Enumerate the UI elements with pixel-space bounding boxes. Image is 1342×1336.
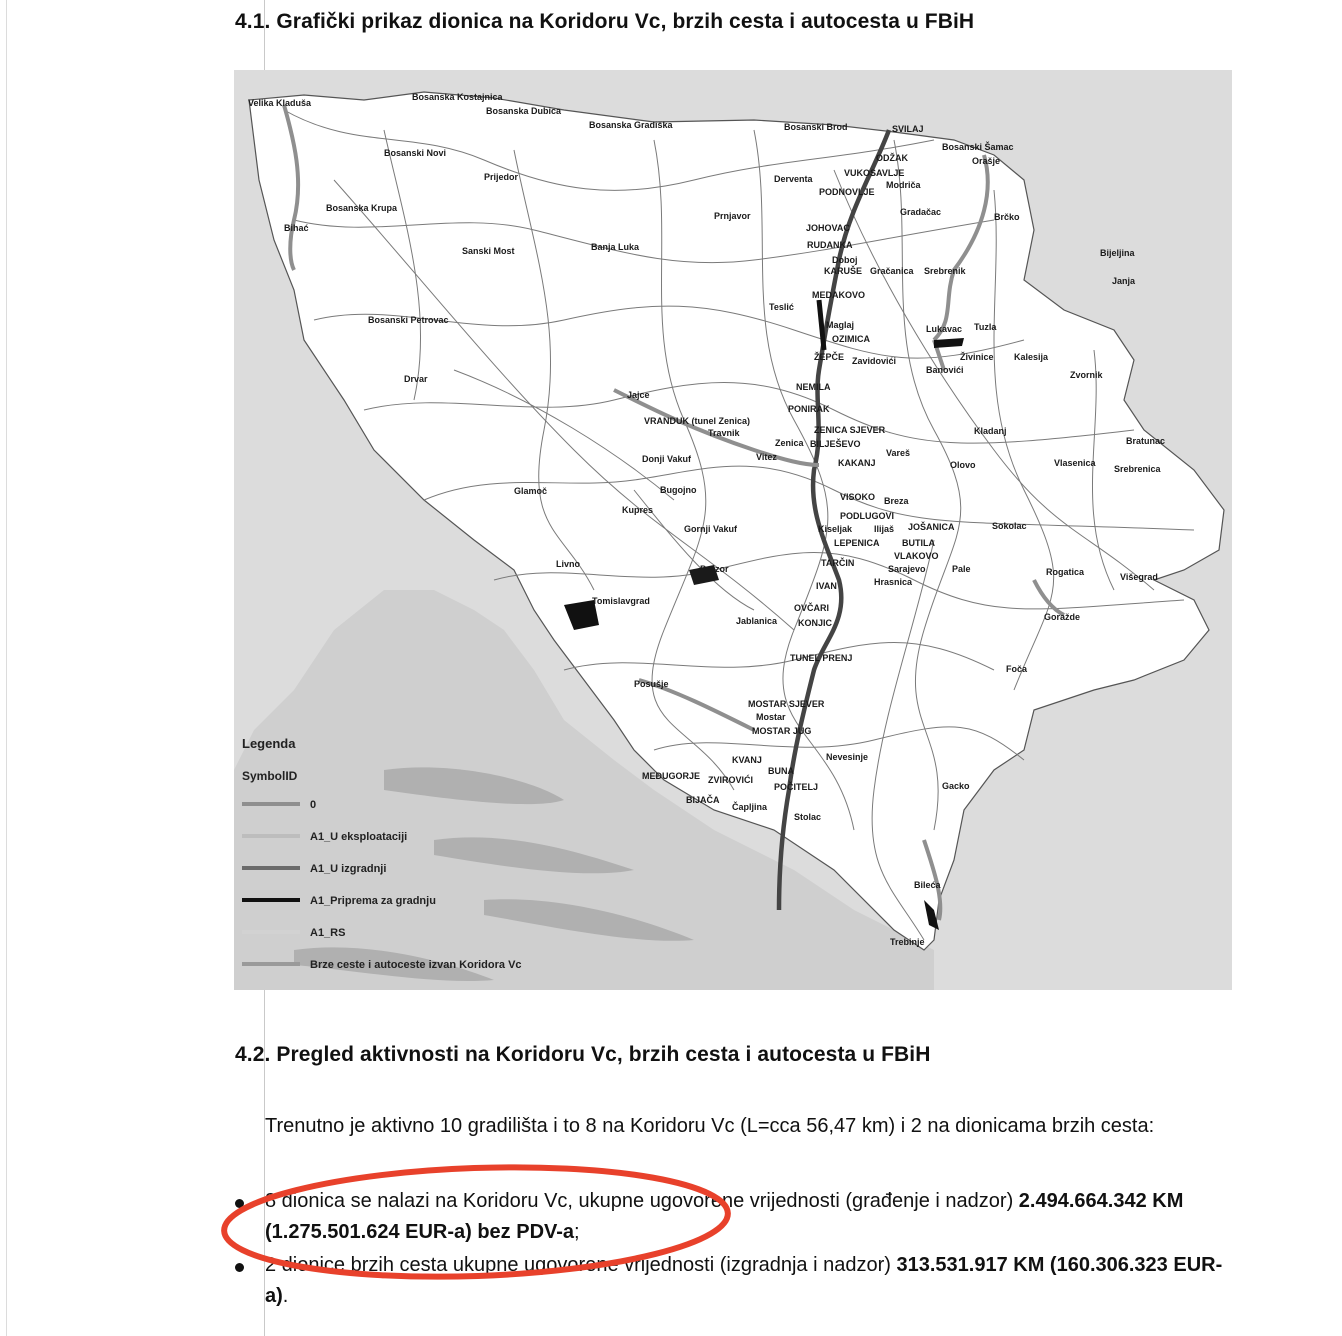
map-label: ZVIROVIĆI <box>708 775 754 785</box>
bullet-tail: . <box>282 1285 289 1307</box>
map-label: Kalesija <box>1014 352 1049 362</box>
bullet-amount: 313.531.917 KM (160.306.323 EUR-a) <box>265 1254 1223 1307</box>
legend-label: A1_U eksploataciji <box>310 831 408 843</box>
map-label: Jajce <box>627 390 650 400</box>
map-label: TUNEL PRENJ <box>790 653 853 663</box>
map-label: Tomislavgrad <box>592 596 650 606</box>
map-label: Ilijaš <box>874 524 895 534</box>
map-label: Vareš <box>886 448 911 458</box>
map-label: Foča <box>1006 664 1028 674</box>
map-label: Doboj <box>832 255 858 265</box>
contracts-list <box>235 1186 1245 1314</box>
map-label: Prnjavor <box>714 211 751 221</box>
map-label: Bosanska Dubica <box>486 106 562 116</box>
map-label: Maglaj <box>826 320 855 330</box>
map-label: MEDAKOVO <box>812 290 866 300</box>
map-label: Bratunac <box>1126 436 1166 446</box>
map-label: ZENICA SJEVER <box>814 425 886 435</box>
map-label: RUDANKA <box>807 240 853 250</box>
map-label: Gornji Vakuf <box>684 524 738 534</box>
map-label: OVČARI <box>794 603 830 613</box>
map-label: Sarajevo <box>888 564 926 574</box>
map-label: Bijeljina <box>1100 248 1135 258</box>
map-label: Višegrad <box>1120 572 1158 582</box>
map-label: KARUŠE <box>824 266 863 276</box>
map-label: Bosanska Gradiška <box>589 120 673 130</box>
map-label: Vitez <box>756 452 777 462</box>
section-heading-4-2: 4.2. Pregled aktivnosti na Koridoru Vc, brzih cesta i autocesta u FBiH <box>235 1043 931 1066</box>
page-edge-line <box>6 0 7 1336</box>
map-label: Velika Kladuša <box>248 98 312 108</box>
map-label: Lukavac <box>926 324 963 334</box>
map-label: Banovići <box>926 365 964 375</box>
map-label: Kiseljak <box>818 524 853 534</box>
map-label: POČITELJ <box>774 782 819 792</box>
legend-label: 0 <box>310 799 317 811</box>
bullet-tail: ; <box>574 1221 580 1243</box>
list-item <box>235 1250 1245 1312</box>
map-label: VUKOSAVLJE <box>844 168 905 178</box>
map-label: ŽEPČE <box>814 352 845 362</box>
map-label: Brčko <box>994 212 1020 222</box>
map-label: JOŠANICA <box>908 522 955 532</box>
corridor-map <box>234 70 1232 990</box>
map-label: BUTILA <box>902 538 935 548</box>
map-label: MOSTAR JUG <box>752 726 812 736</box>
legend-label: A1_U izgradnji <box>310 863 387 875</box>
map-label: OZIMICA <box>832 334 870 344</box>
map-label: Pale <box>952 564 971 574</box>
map-label: PODNOVLJE <box>819 187 875 197</box>
map-canvas <box>234 70 1232 990</box>
list-item <box>235 1186 1245 1248</box>
map-label: Modriča <box>886 180 921 190</box>
legend-label: A1_RS <box>310 927 346 939</box>
map-label: MOSTAR SJEVER <box>748 699 825 709</box>
map-label: KVANJ <box>732 755 762 765</box>
map-label: NEMILA <box>796 382 831 392</box>
map-label: Gradačac <box>900 207 942 217</box>
map-label: Prozor <box>700 564 729 574</box>
map-label: JOHOVAC <box>806 223 850 233</box>
map-label: Zenica <box>775 438 804 448</box>
map-label: Hrasnica <box>874 577 913 587</box>
map-label: Kupres <box>622 505 654 515</box>
map-label: LEPENICA <box>834 538 880 548</box>
map-label: BIJAČA <box>686 795 720 805</box>
map-label: Stolac <box>794 812 822 822</box>
map-label: Bileća <box>914 880 941 890</box>
map-label: Prijedor <box>484 172 519 182</box>
map-label: Drvar <box>404 374 428 384</box>
bullet-amount: 2.494.664.342 KM (1.275.501.624 EUR-a) bez PDV-a <box>265 1190 1184 1243</box>
map-label: Posušje <box>634 679 669 689</box>
intro-paragraph: Trenutno je aktivno 10 gradilišta i to 8 na Koridoru Vc (L=cca 56,47 km) i 2 na dionicama brzih cesta: <box>265 1115 1155 1137</box>
bullet-dot <box>235 1263 244 1272</box>
map-label: MEĐUGORJE <box>642 771 701 781</box>
section-heading-4-1: 4.1. Grafički prikaz dionica na Koridoru Vc, brzih cesta i autocesta u FBiH <box>235 10 975 33</box>
map-label: Gračanica <box>870 266 914 276</box>
map-label: Bugojno <box>660 485 697 495</box>
map-label: Derventa <box>774 174 813 184</box>
map-label: BILJEŠEVO <box>810 439 861 449</box>
map-label: ODŽAK <box>876 153 908 163</box>
map-label: Glamoč <box>514 486 548 496</box>
map-label: Zavidovići <box>852 356 897 366</box>
bullet-text: 2 dionice brzih cesta ukupne ugovorene vrijednosti (izgradnja i nadzor) <box>265 1254 897 1276</box>
map-label: Janja <box>1112 276 1136 286</box>
map-label: Travnik <box>708 428 740 438</box>
legend-title: Legenda <box>242 736 296 751</box>
map-label: Nevesinje <box>826 752 869 762</box>
map-label: Sanski Most <box>462 246 515 256</box>
map-label: KONJIC <box>798 618 833 628</box>
map-label: Trebinje <box>890 937 925 947</box>
map-label: KAKANJ <box>838 458 876 468</box>
map-label: TARČIN <box>821 558 855 568</box>
map-label: Tuzla <box>974 322 997 332</box>
map-label: Breza <box>884 496 909 506</box>
map-label: VLAKOVO <box>894 551 939 561</box>
map-label: VRANDUK (tunel Zenica) <box>644 416 751 426</box>
map-label: Bosanska Krupa <box>326 203 398 213</box>
legend-label: Brze ceste i autoceste izvan Koridora Vc <box>310 959 522 971</box>
map-label: Srebrenica <box>1114 464 1161 474</box>
map-label: Bosanski Petrovac <box>368 315 449 325</box>
map-label: PONIRAK <box>788 404 830 414</box>
map-label: Živinice <box>960 352 994 362</box>
map-label: Livno <box>556 559 580 569</box>
map-label: Zvornik <box>1070 370 1103 380</box>
map-label: PODLUGOVI <box>840 511 895 521</box>
map-label: Donji Vakuf <box>642 454 692 464</box>
bullet-dot <box>235 1199 244 1208</box>
map-label: Jablanica <box>736 616 778 626</box>
map-label: Goražde <box>1044 612 1081 622</box>
map-label: Bosanski Šamac <box>942 142 1014 152</box>
map-label: Bosanski Novi <box>384 148 447 158</box>
map-label: BUNA <box>768 766 794 776</box>
map-label: Bosanska Kostajnica <box>412 92 503 102</box>
map-label: Banja Luka <box>591 242 640 252</box>
map-label: Olovo <box>950 460 976 470</box>
legend-label: A1_Priprema za gradnju <box>310 895 436 907</box>
map-label: Vlasenica <box>1054 458 1096 468</box>
map-label: Rogatica <box>1046 567 1085 577</box>
map-label: Bihać <box>284 223 309 233</box>
map-label: Sokolac <box>992 521 1027 531</box>
map-label: Čapljina <box>732 802 768 812</box>
legend-subtitle: SymbolID <box>242 769 298 783</box>
map-label: Srebrenik <box>924 266 966 276</box>
map-label: Bosanski Brod <box>784 122 848 132</box>
map-label: Gacko <box>942 781 970 791</box>
map-label: IVAN <box>816 581 837 591</box>
map-label: Orašje <box>972 156 1001 166</box>
map-label: SVILAJ <box>892 124 924 134</box>
map-label: VISOKO <box>840 492 876 502</box>
map-label: Mostar <box>756 712 786 722</box>
map-label: Teslić <box>769 302 794 312</box>
map-label: Kladanj <box>974 426 1007 436</box>
bullet-text: 8 dionica se nalazi na Koridoru Vc, ukupne ugovorene vrijednosti (građenje i nadzor) <box>265 1190 1019 1212</box>
